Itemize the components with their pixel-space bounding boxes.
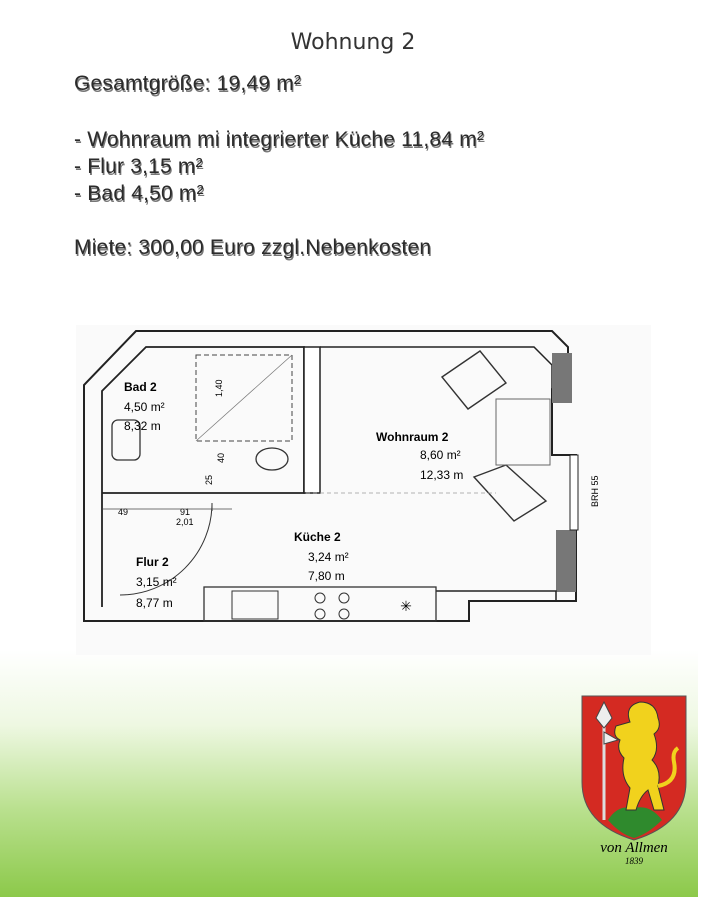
wall-segment xyxy=(436,591,556,601)
kueche-name: Küche 2 xyxy=(294,530,341,544)
family-year: 1839 xyxy=(625,856,643,866)
coat-of-arms xyxy=(578,692,690,867)
dim-201: 2,01 xyxy=(176,517,194,527)
flur-area: 3,15 m² xyxy=(136,575,177,589)
wohnraum-perimeter: 12,33 m xyxy=(420,468,464,482)
room-item-wohnraum: - Wohnraum mi integrierter Küche 11,84 m² xyxy=(74,128,485,151)
table xyxy=(496,399,550,465)
bad-area: 4,50 m² xyxy=(124,400,165,414)
kueche-area: 3,24 m² xyxy=(308,550,349,564)
wohnraum-name: Wohnraum 2 xyxy=(376,430,449,444)
kueche-perimeter: 7,80 m xyxy=(308,569,345,583)
rent: Miete: 300,00 Euro zzgl.Nebenkosten xyxy=(74,236,432,259)
toilet xyxy=(256,448,288,470)
family-name: von Allmen xyxy=(600,840,668,856)
dim-40: 40 xyxy=(216,452,226,463)
bad-name: Bad 2 xyxy=(124,380,157,394)
window xyxy=(570,455,578,530)
fridge-symbol: ✳ xyxy=(400,598,412,614)
kitchen-sink xyxy=(232,591,278,619)
page-edge xyxy=(698,0,706,897)
floor-plan xyxy=(76,325,651,655)
dim-brh: BRH 55 xyxy=(590,475,600,507)
room-item-flur: - Flur 3,15 m² xyxy=(74,155,203,178)
wall-dark xyxy=(552,353,572,403)
wohnraum-area: 8,60 m² xyxy=(420,448,461,462)
bath-partition xyxy=(304,347,320,493)
stove-burner xyxy=(315,593,325,603)
bad-perimeter: 8,32 m xyxy=(124,419,161,433)
inner-wall xyxy=(320,347,552,389)
stove-burner xyxy=(339,593,349,603)
dim-91: 91 xyxy=(180,507,191,517)
stove-burner xyxy=(315,609,325,619)
wall-dark xyxy=(556,530,576,592)
dim-25: 25 xyxy=(204,474,214,485)
dim-49: 49 xyxy=(118,507,129,517)
room-item-bad: - Bad 4,50 m² xyxy=(74,182,204,205)
shower-diagonal xyxy=(196,355,292,441)
dim-140: 1,40 xyxy=(214,379,224,397)
page-title: Wohnung 2 xyxy=(290,30,416,55)
stove-burner xyxy=(339,609,349,619)
flur-perimeter: 8,77 m xyxy=(136,596,173,610)
flur-name: Flur 2 xyxy=(136,555,169,569)
total-size: Gesamtgröße: 19,49 m² xyxy=(74,72,302,95)
